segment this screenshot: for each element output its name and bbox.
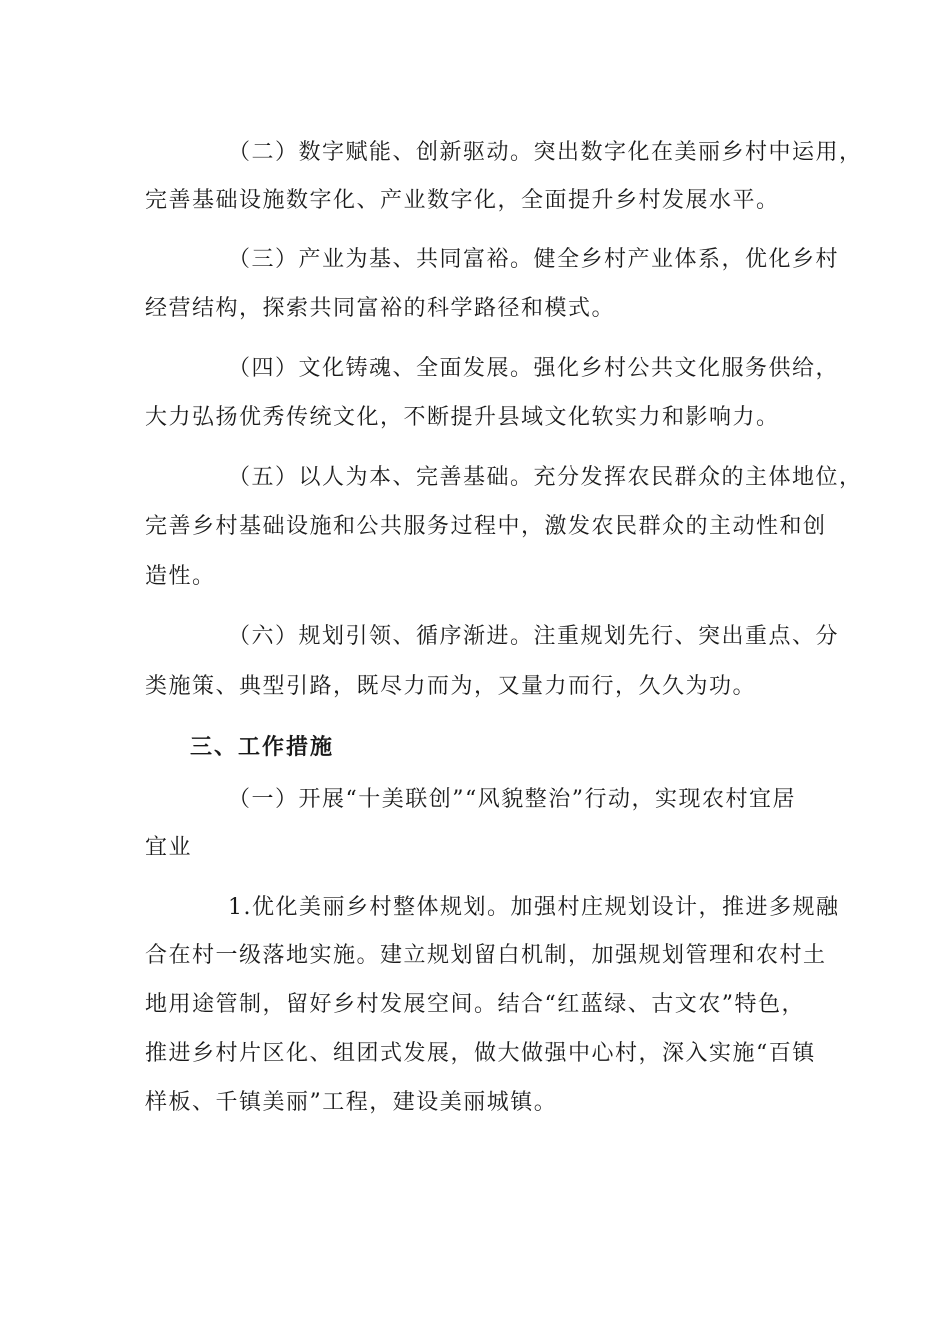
paragraph-line: 完善基础设施数字化、产业数字化，全面提升乡村发展水平。 [145,188,780,213]
paragraph-line: （二）数字赋能、创新驱动。突出数字化在美丽乡村中运用， [228,140,863,165]
paragraph-line: （六）规划引领、循序渐进。注重规划先行、突出重点、分 [228,624,840,649]
paragraph-line: （四）文化铸魂、全面发展。强化乡村公共文化服务供给， [228,356,840,381]
paragraph-line: 大力弘扬优秀传统文化，不断提升县域文化软实力和影响力。 [145,405,780,430]
subsection-line: （一）开展“十美联创”“风貌整治”行动，实现农村宜居 [228,787,796,812]
item-line: 合在村一级落地实施。建立规划留白机制，加强规划管理和农村土 [145,943,827,968]
paragraph-line: 造性。 [145,564,216,589]
paragraph-line: （三）产业为基、共同富裕。健全乡村产业体系，优化乡村 [228,247,840,272]
item-line: 推进乡村片区化、组团式发展，做大做强中心村，深入实施“百镇 [145,1041,816,1066]
item-line: 地用途管制，留好乡村发展空间。结合“红蓝绿、古文农”特色， [145,992,805,1017]
paragraph-line: 类施策、典型引路，既尽力而为，又量力而行，久久为功。 [145,674,757,699]
paragraph-line: 完善乡村基础设施和公共服务过程中，激发农民群众的主动性和创 [145,514,827,539]
subsection-line: 宜业 [145,835,193,860]
paragraph-line: 经营结构，探索共同富裕的科学路径和模式。 [145,296,616,321]
item-line: 样板、千镇美丽”工程，建设美丽城镇。 [145,1090,558,1115]
section-heading: 三、工作措施 [190,735,335,760]
item-line: 1.优化美丽乡村整体规划。加强村庄规划设计，推进多规融 [228,895,840,920]
paragraph-line: （五）以人为本、完善基础。充分发挥农民群众的主体地位， [228,465,863,490]
